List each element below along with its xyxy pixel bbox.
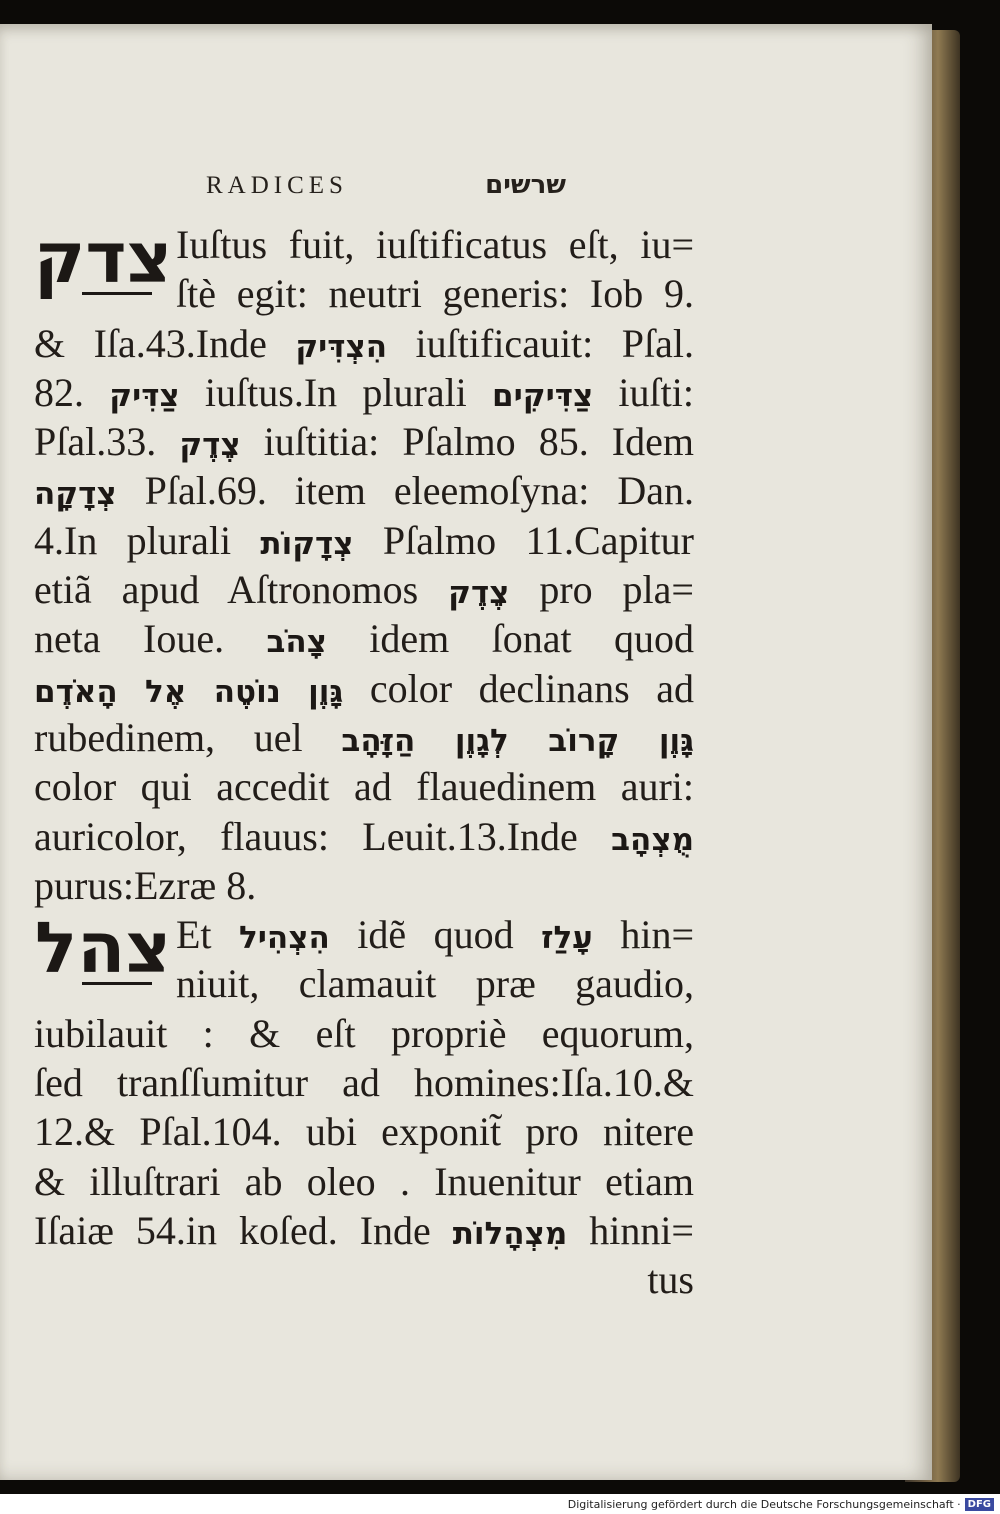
text-line xyxy=(34,565,694,614)
text-line xyxy=(34,1255,694,1304)
latin-text: color declinans ad xyxy=(343,665,694,711)
text-line xyxy=(34,614,694,663)
text-line xyxy=(34,368,694,417)
lemma-2 xyxy=(34,907,172,1000)
latin-text: & Iſa.43.Inde xyxy=(34,320,296,366)
latin-text: 4.In plurali xyxy=(34,517,261,563)
text-line xyxy=(34,1009,694,1058)
running-head-hebrew: שרשים xyxy=(485,170,566,200)
latin-text: iuſtitia: Pſalmo 85. Idem xyxy=(240,419,694,465)
hebrew-word: מִצְהָלוֹת xyxy=(452,1215,568,1252)
latin-text: & illuſtrari ab oleo . Inuenitur etiam xyxy=(34,1158,694,1204)
latin-text: pro pla= xyxy=(509,567,694,613)
hebrew-word: צֶדֶק xyxy=(448,575,510,612)
text-line xyxy=(34,1157,694,1206)
dfg-logo: DFG xyxy=(965,1498,994,1511)
hebrew-word: מֻצְהָב xyxy=(611,821,694,858)
latin-text: etiã apud Aſtronomos xyxy=(34,567,449,613)
latin-text: neta Ioue. xyxy=(34,616,267,662)
running-head xyxy=(206,170,566,200)
hebrew-word: גָּוֶן נוֹטֶה אֶל הָאֹדֶם xyxy=(34,673,344,710)
footer-bar xyxy=(0,1494,1000,1514)
hebrew-word: הִצְדִּיק xyxy=(295,328,388,365)
latin-text: iuſti: xyxy=(593,369,694,415)
latin-text: rubedinem, uel xyxy=(34,714,342,760)
latin-text: Iſaiæ 54.in koſed. Inde xyxy=(34,1207,453,1253)
hebrew-word: עָלַז xyxy=(541,920,593,957)
hebrew-word: גָּוֶן קָרוֹב לְגָוֶן הַזָּהָב xyxy=(341,722,694,759)
latin-text: idem ſonat quod xyxy=(326,616,694,662)
latin-text: iuſtus.In plurali xyxy=(179,369,493,415)
hebrew-word: צְדָקוֹת xyxy=(260,525,354,562)
latin-text: auricolor, flauus: Leuit.13.Inde xyxy=(34,813,612,859)
text-line xyxy=(34,812,694,861)
text-line xyxy=(34,319,694,368)
latin-text: purus:Ezræ 8. xyxy=(34,862,257,908)
hebrew-word: צֶדֶק xyxy=(179,427,241,464)
lemma-2-text: צהל xyxy=(34,907,172,989)
latin-text: niuit, clamauit præ gaudio, xyxy=(176,961,694,1007)
latin-text: iubilauit : & eſt propriè equorum, xyxy=(34,1010,694,1056)
latin-text: hin= xyxy=(592,912,694,958)
text-line xyxy=(34,516,694,565)
text-line xyxy=(34,1058,694,1107)
book-page xyxy=(0,24,932,1480)
hebrew-word: צַדִּיקִים xyxy=(492,377,594,414)
hebrew-word: צָהֹב xyxy=(266,624,327,661)
latin-text: Pſalmo 11.Capitur xyxy=(353,517,694,563)
text-block xyxy=(33,217,694,1305)
latin-text: ſed tranſſumitur ad homines:Iſa.10.& xyxy=(34,1060,694,1106)
latin-text: Pſal.33. xyxy=(34,419,180,465)
text-line xyxy=(34,466,694,515)
footer-credit: Digitalisierung gefördert durch die Deutsche Forschungsgemeinschaft · xyxy=(567,1497,961,1511)
lemma-1 xyxy=(33,217,173,310)
text-line xyxy=(34,861,694,910)
text-line xyxy=(34,762,694,811)
text-line xyxy=(34,664,694,713)
latin-text: 82. xyxy=(34,369,110,415)
hebrew-word: צַדִּיק xyxy=(109,377,180,414)
hebrew-word: צְדָקָה xyxy=(34,476,117,513)
text-line xyxy=(34,1206,694,1255)
text-line xyxy=(34,417,694,466)
latin-text: hinni= xyxy=(567,1207,694,1253)
text-line xyxy=(34,1107,694,1156)
latin-text: iuſtificauit: Pſal. xyxy=(387,320,694,366)
latin-text: color qui accedit ad flauedinem auri: xyxy=(34,764,694,810)
latin-text: Iuſtus fuit, iuſtificatus eſt, iu= xyxy=(176,222,694,267)
lemma-1-text: צדק xyxy=(33,217,173,299)
running-head-latin: RADICES xyxy=(206,172,348,199)
hebrew-word: הִצְהִיל xyxy=(239,920,330,957)
latin-text: ſtè egit: neutri generis: Iob 9. xyxy=(176,271,694,317)
latin-text: tus xyxy=(647,1257,694,1303)
latin-text: 12.& Pſal.104. ubi exponit̃ pro nitere xyxy=(34,1109,694,1155)
latin-text: Pſal.69. item eleemoſyna: Dan. xyxy=(116,468,694,514)
latin-text: Et xyxy=(176,912,240,958)
latin-text: idẽ quod xyxy=(329,912,542,958)
text-line xyxy=(34,713,694,762)
